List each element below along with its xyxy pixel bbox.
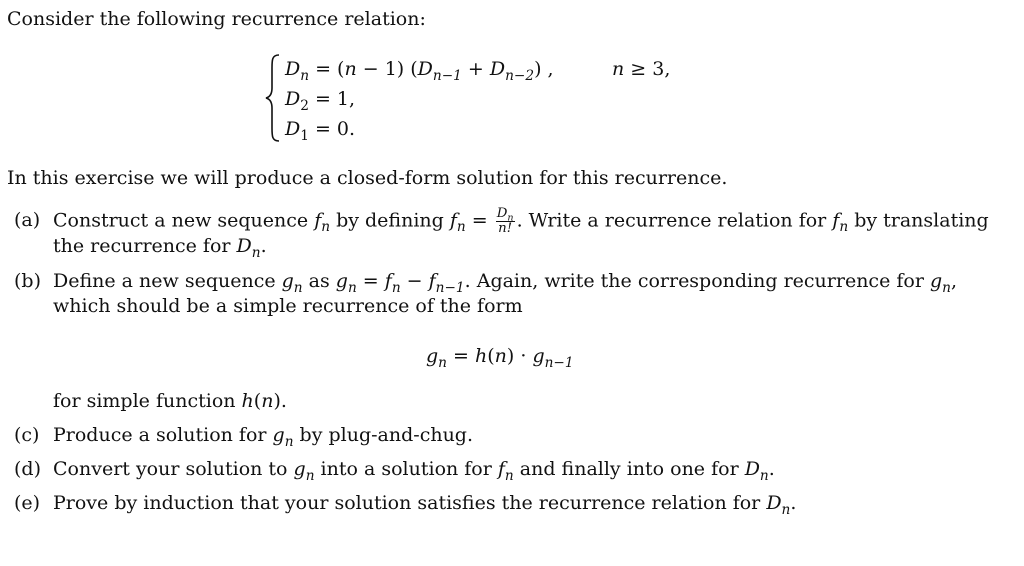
text: by defining — [330, 209, 450, 232]
text: = — [465, 209, 494, 232]
var-f: f — [384, 270, 392, 292]
subscript: n — [504, 467, 514, 484]
text: . — [260, 235, 267, 257]
subscript: n — [284, 433, 294, 450]
var-g: g — [281, 270, 294, 292]
var-g: g — [293, 458, 306, 480]
text: = 0. — [308, 118, 356, 140]
subscript: n−1 — [544, 354, 574, 371]
subscript: n — [942, 279, 951, 296]
var-f: f — [832, 209, 840, 232]
text: into a solution for — [314, 458, 498, 480]
text: . Again, write the corresponding recurrence for — [464, 270, 930, 292]
text: and finally into one for — [513, 458, 745, 480]
exercise-intro: In this exercise we will produce a closed-form solution for this recurrence. — [7, 167, 728, 189]
subscript: n — [456, 219, 466, 236]
text: Define a new sequence — [53, 270, 282, 292]
frac-numerator: D — [496, 206, 508, 221]
intro-text: Consider the following recurrence relation: — [7, 8, 426, 30]
var-D: D — [489, 58, 506, 80]
recurrence-condition — [612, 58, 670, 80]
var-h: h — [241, 390, 254, 412]
text: = 1, — [308, 88, 356, 110]
subscript: n — [781, 501, 791, 518]
item-d-label: (d) — [14, 458, 41, 480]
var-f: f — [314, 209, 322, 232]
var-g: g — [532, 345, 545, 367]
subscript: 2 — [300, 97, 309, 114]
var-n: n — [261, 390, 274, 412]
var-n: n — [344, 58, 357, 80]
text: ). — [273, 390, 287, 412]
display-equation — [426, 345, 574, 371]
subscript: n — [305, 467, 315, 484]
fraction — [496, 207, 515, 236]
var-D: D — [417, 58, 433, 80]
text: ( — [487, 345, 495, 367]
item-e-label: (e) — [14, 492, 41, 514]
initial-condition-d1 — [285, 118, 356, 144]
subscript: n−1 — [432, 67, 462, 84]
var-f: f — [428, 270, 436, 292]
text: ) · — [506, 345, 533, 367]
initial-condition-d2 — [285, 88, 356, 114]
item-e-text — [53, 492, 797, 518]
text: . — [768, 458, 775, 480]
subscript: n — [347, 279, 357, 296]
subscript: n — [759, 467, 769, 484]
text: Convert your solution to — [53, 458, 294, 480]
text: by translating — [848, 209, 989, 232]
var-n: n — [494, 345, 507, 367]
frac-denominator: n! — [498, 220, 513, 236]
var-D: D — [285, 88, 301, 110]
item-d-text — [53, 458, 775, 484]
subscript: n — [438, 354, 447, 371]
subscript: n — [251, 244, 261, 261]
subscript: n−2 — [505, 67, 535, 84]
var-h: h — [474, 345, 488, 367]
var-D: D — [744, 458, 760, 480]
var-g: g — [272, 424, 285, 446]
text: ( — [253, 390, 262, 412]
item-b-line1 — [53, 270, 957, 296]
text: Produce a solution for — [53, 424, 273, 446]
text: for simple function — [53, 390, 242, 412]
text: − 1) ( — [356, 58, 418, 80]
item-a-label: (a) — [14, 209, 41, 231]
text: by plug-and-chug. — [293, 424, 474, 446]
text: Prove by induction that your solution satisfies the recurrence relation for — [53, 492, 767, 514]
item-a-line1 — [53, 207, 989, 236]
subscript: n — [391, 279, 401, 296]
recurrence-equation — [285, 58, 554, 84]
text: + — [461, 58, 490, 80]
subscript: n — [507, 212, 514, 224]
text: Construct a new sequence — [53, 209, 315, 232]
text: ≥ 3, — [624, 58, 671, 80]
var-g: g — [929, 270, 943, 292]
var-D: D — [236, 235, 252, 257]
text: , — [950, 270, 957, 292]
item-a-line2 — [53, 235, 267, 261]
var-g: g — [426, 345, 439, 367]
subscript: n — [321, 219, 331, 236]
var-D: D — [766, 492, 782, 514]
text: ) , — [534, 58, 554, 80]
var-f: f — [497, 458, 505, 480]
text: = ( — [309, 58, 345, 80]
item-b-line2: which should be a simple recurrence of the form — [53, 295, 523, 317]
text: as — [302, 270, 336, 292]
text: − — [400, 270, 429, 292]
subscript: n−1 — [435, 279, 465, 296]
item-b-label: (b) — [14, 270, 41, 292]
item-b-line3 — [53, 390, 287, 412]
subscript: 1 — [300, 127, 309, 144]
text: the recurrence for — [53, 235, 237, 257]
item-c-text — [53, 424, 474, 450]
text: = — [356, 270, 385, 292]
subscript: n — [293, 279, 303, 296]
subscript: n — [300, 67, 310, 84]
var-D: D — [285, 118, 301, 140]
var-f: f — [449, 209, 457, 232]
var-n: n — [612, 58, 625, 80]
item-c-label: (c) — [14, 424, 40, 446]
text: = — [446, 345, 475, 367]
subscript: n — [839, 219, 849, 236]
text: . Write a recurrence relation for — [516, 209, 833, 232]
var-g: g — [335, 270, 348, 292]
left-brace — [265, 54, 281, 142]
var-D: D — [285, 58, 301, 80]
text: . — [790, 492, 797, 514]
